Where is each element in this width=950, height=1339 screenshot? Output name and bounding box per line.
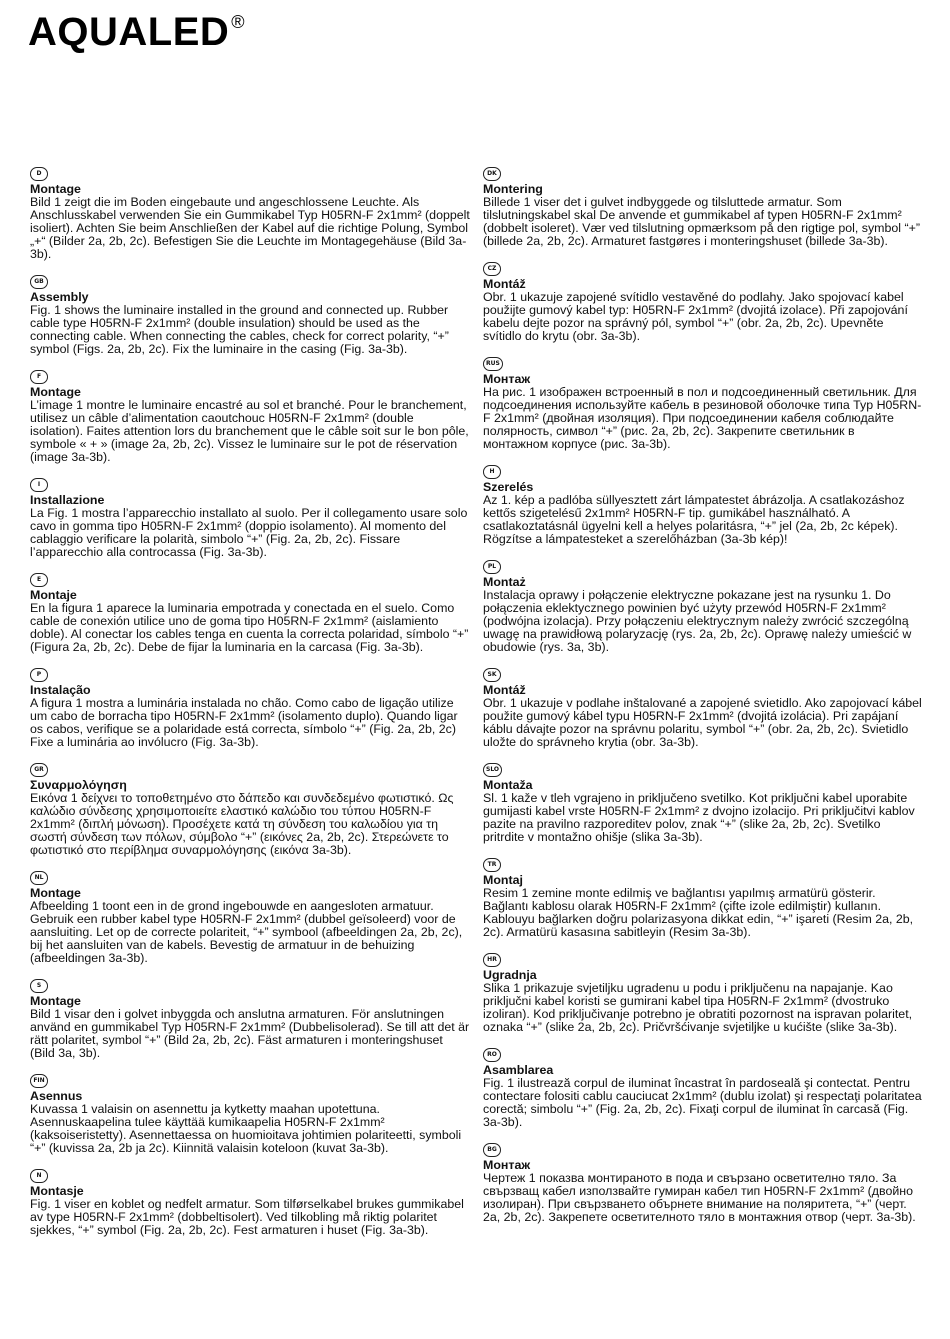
language-code-badge: SLO xyxy=(483,763,502,777)
section-heading: Asennus xyxy=(30,1089,83,1103)
language-code-badge: DK xyxy=(483,167,501,181)
section-body: Fig. 1 shows the luminaire installed in the ground and connected up. Rubber cable type H05RN-F 2x1mm² (double insulation) should be used as the connecting cable. When connecting the cables, check for correct polarity, “+” symbol (Figs. 2a, 2b, 2c). Fix the luminaire in the casing (Fig. 3a-3b). xyxy=(30,303,449,356)
section-body: Billede 1 viser det i gulvet indbyggede og tilsluttede armatur. Som tilslutningskabel skal De anvende et gummikabel af typen H05RN-F 2x1mm² (dobbelt isoleret). Vær ved tilslutning opmærksom på den rigtige pol, symbol “+” (billede 2a, 2b, 2c). Armaturet fastgøres i monteringshuset (billede 3a-3b). xyxy=(483,195,920,248)
section-body: L’image 1 montre le luminaire encastré au sol et branché. Pour le branchement, utilisez un câble d’alimentation caoutchouc H05RN-F 2x1mm² (double isolation). Faites attention lors du branchement que le câble soit sur le bon pôle, symbole « + » (image 2a, 2b, 2c). Vissez le luminaire sur le pot de réservation (image 3a-3b). xyxy=(30,398,469,464)
language-code-badge: FIN xyxy=(30,1074,48,1088)
section-heading: Assembly xyxy=(30,290,89,304)
section-body: La Fig. 1 mostra l’apparecchio installato al suolo. Per il collegamento usare solo cavo in gomma tipo H05RN-F 2x1mm² (doppio isolamento). Al momento del cablaggio verificare la polarità, simbolo “+” (Fig. 2a, 2b, 2c). Fissare l’apparecchio alla controcassa (Fig. 3a-3b). xyxy=(30,506,468,559)
language-section-ro xyxy=(483,1043,923,1129)
brand-logo xyxy=(28,10,245,55)
language-code-badge: HR xyxy=(483,953,501,967)
section-body: Obr. 1 ukazuje zapojené svítidlo vestavěné do podlahy. Jako spojovací kabel použijte gumový kabel typ: H05RN-F 2x1mm² (dvojitá izolace). Při zapojování kabelu dejte pozor na správný pól, symbol “+” (obr. 2a, 2b, 2c). Upevněte svítidlo do krytu (obr. 3a-3b). xyxy=(483,290,908,343)
language-code-badge: I xyxy=(30,478,48,492)
section-body: Slika 1 prikazuje svjetiljku ugradenu u podu i priključenu na napajanje. Kao priključni kabel koristi se gumirani kabel tipa H05RN-F 2x1mm² (dvostruko izoliran). Kod priključivanje potrebno je obratiti pozornost na ispravan polaritet, oznaka “+” (slike 2a, 2b, 2c). Pričvršćivanje svjetiljke u kućište (slike 3a-3b). xyxy=(483,981,913,1034)
language-code-badge: D xyxy=(30,167,48,181)
section-heading: Montering xyxy=(483,182,543,196)
section-body: Чертеж 1 показва монтираното в пода и свързано осветително тяло. За свързващ кабел използвайте гумиран кабел тип H05RN-F 2x1mm² (двойно изолиран). При свързването обърнете внимание на поляритета, “+” (черт. 2a, 2b, 2c). Закрепете осветителното тяло в монтажния отвор (черт. 3a-3b). xyxy=(483,1171,916,1224)
language-section-gr xyxy=(30,758,470,857)
section-heading: Montaż xyxy=(483,575,526,589)
section-heading: Installazione xyxy=(30,493,105,507)
language-section-h xyxy=(483,460,923,546)
language-code-badge: PL xyxy=(483,560,501,574)
section-heading: Instalação xyxy=(30,683,91,697)
language-code-badge: BG xyxy=(483,1143,501,1157)
language-code-badge: F xyxy=(30,370,48,384)
language-code-badge: E xyxy=(30,573,48,587)
language-section-p xyxy=(30,663,470,749)
section-heading: Montage xyxy=(30,182,81,196)
section-body: Bild 1 zeigt die im Boden eingebaute und angeschlossene Leuchte. Als Anschlusskabel verwenden Sie ein Gummikabel Typ H05RN-F 2x1mm² (doppelt isoliert). Achten Sie beim Anschließen der Kabel auf die richtige Polung, Symbol „+“ (Bilder 2a, 2b, 2c). Befestigen Sie die Leuchte im Montagegehäuse (Bild 3a-3b). xyxy=(30,195,470,261)
section-heading: Montaža xyxy=(483,778,533,792)
language-code-badge: SK xyxy=(483,668,501,682)
section-heading: Montáž xyxy=(483,277,526,291)
section-body: En la figura 1 aparece la luminaria empotrada y conectada en el suelo. Como cable de conexión utilice uno de goma tipo H05RN-F 2x1mm² (aislamiento doble). Al conectar los cables tenga en cuenta la correcta polaridad, símbolo “+” (Figura 2a, 2b, 2c). Debe de fijar la luminaria en la carcasa (Fig. 3a-3b). xyxy=(30,601,469,654)
language-section-sk xyxy=(483,663,923,749)
section-heading: Συναρμολόγηση xyxy=(30,778,127,792)
language-code-badge: GB xyxy=(30,275,48,289)
section-body: Bild 1 visar den i golvet inbyggda och anslutna armaturen. För anslutningen använd en gummikabel Typ H05RN-F 2x1mm² (Dubbelisolerad). Se till att det är rätt polaritet, symbol “+” (Bild 2a, 2b, 2c). Fäst armaturen i monteringshuset (Bild 3a, 3b). xyxy=(30,1007,470,1060)
language-code-badge: CZ xyxy=(483,262,501,276)
language-section-pl xyxy=(483,555,923,654)
section-body: Εικόνα 1 δείχνει το τοποθετημένο στο δάπεδο και συνδεδεμένο φωτιστικό. Ως καλώδιο σύνδεσης χρησιμοποιείτε ελαστικό καλώδιο του τύπου H05RN-F 2x1mm² (διπλή μόνωση). Προσέχετε κατά τη σύνδεση του καλωδίου για τη σωστή σύνδεση των πόλων, σύμβολο “+” (εικόνες 2a, 2b, 2c). Στερεώνετε το φωτιστικό στο περίβλημα συναρμολόγησης (εικόνα 3a-3b). xyxy=(30,791,454,857)
section-heading: Szerelés xyxy=(483,480,534,494)
section-body: Afbeelding 1 toont een in de grond ingebouwde en aangesloten armatuur. Gebruik een rubber kabel type H05RN-F 2x1mm² (dubbel geïsoleerd) voor de aansluiting. Let op de correcte polariteit, “+” symbool (afbeeldingen 2a, 2b, 2c), bij het aansluiten van de kabels. Bevestig de armatuur in de behuizing (afbeeldingen 3a-3b). xyxy=(30,899,463,965)
language-code-badge: NL xyxy=(30,871,48,885)
language-section-slo xyxy=(483,758,923,844)
language-code-badge: N xyxy=(30,1169,48,1183)
language-section-s xyxy=(30,974,470,1060)
section-body: Fig. 1 ilustrează corpul de iluminat încastrat în pardoseală şi contectat. Pentru contectare folositi cablu cauciucat 2x1mm² (dublu izolat) şi respectaţi polaritatea corectă; simbolu “+” (Fig. 2a, 2b, 2c). Fixaţi corpul de iluminat în carcasă (Fig. 3a-3b). xyxy=(483,1076,922,1129)
language-section-nl xyxy=(30,866,470,965)
language-section-f xyxy=(30,365,470,464)
section-heading: Монтаж xyxy=(483,372,531,386)
section-heading: Montaje xyxy=(30,588,77,602)
section-body: Kuvassa 1 valaisin on asennettu ja kytketty maahan upotettuna. Asennuskaapelina tulee käyttää kumikaapelia H05RN-F 2x1mm² (kaksoiseristetty). Asennettaessa on huomioitava johtimien polariteetti, symboli “+” (kuvissa 2a, 2b ja 2c). Kiinnitä valaisin koteloon (kuvat 3a-3b). xyxy=(30,1102,462,1155)
section-body: Resim 1 zemine monte edilmiş ve bağlantısı yapılmış armatürü gösterir. Bağlantı kablosu olarak H05RN-F 2x1mm² (çifte izole edilmiştir) kullanın. Kablouyu bağlarken doğru polarizasyona dikkat edin, “+” işareti (Resim 2a, 2b, 2c). Armatürü kasasına sabitleyin (Resim 3a-3b). xyxy=(483,886,914,939)
language-section-i xyxy=(30,473,470,559)
language-section-fin xyxy=(30,1069,470,1155)
section-heading: Montaj xyxy=(483,873,523,887)
right-column xyxy=(483,162,923,1233)
section-heading: Montage xyxy=(30,886,81,900)
section-body: Instalacja oprawy i połączenie elektryczne pokazane jest na rysunku 1. Do połączenia eklektycznego powinien być użyty przewód H05RN-F 2x1mm² (podwójna izolacja). Przy połączeniu elektrycznym należy zwrócić szczególną uwagę na prawidłową polaryzację (rys. 2a, 2b, 2c). Oprawę należy umieścić w obudowie (rys. 3a, 3b). xyxy=(483,588,912,654)
language-section-rus xyxy=(483,352,923,451)
language-code-badge: P xyxy=(30,668,48,682)
language-section-n xyxy=(30,1164,470,1237)
section-heading: Montasje xyxy=(30,1184,84,1198)
left-column xyxy=(30,162,470,1246)
language-code-badge: TR xyxy=(483,858,501,872)
section-heading: Montage xyxy=(30,385,81,399)
language-section-hr xyxy=(483,948,923,1034)
section-heading: Montáž xyxy=(483,683,526,697)
section-heading: Монтаж xyxy=(483,1158,531,1172)
section-body: Sl. 1 kaže v tleh vgrajeno in priključeno svetilko. Kot priključni kabel uporabite gumijasti kabel vrste H05RN-F 2x1mm² z dvojno izolacijo. Pri priključitvi kablov pazite na pravilno razporeditev polov, znak “+” (slike 2a, 2b, 2c). Svetilko pritrdite v montažno ohišje (slika 3a-3b). xyxy=(483,791,915,844)
language-section-cz xyxy=(483,257,923,343)
language-section-e xyxy=(30,568,470,654)
language-code-badge: RO xyxy=(483,1048,501,1062)
section-heading: Montage xyxy=(30,994,81,1008)
brand-name: AQUALED xyxy=(28,10,230,54)
language-section-dk xyxy=(483,162,923,248)
language-section-tr xyxy=(483,853,923,939)
language-code-badge: S xyxy=(30,979,48,993)
section-heading: Ugradnja xyxy=(483,968,537,982)
language-section-bg xyxy=(483,1138,923,1224)
section-body: На рис. 1 изображен встроенный в пол и подсоединенный светильник. Для подсоединения используйте кабель в резиновой оболочке типа Typ H05RN-F 2x1mm² (двойная изоляция). При подсоединении кабеля соблюдайте полярность, символ “+” (рис. 2a, 2b, 2c). Закрепите светильник в монтажном корпусе (рис. 3a-3b). xyxy=(483,385,922,451)
language-code-badge: GR xyxy=(30,763,48,777)
language-section-gb xyxy=(30,270,470,356)
section-body: A figura 1 mostra a luminária instalada no chão. Como cabo de ligação utilize um cabo de borracha tipo H05RN-F 2x1mm² (isolamento duplo). Quando ligar os cabos, verifique se a polaridade está correcta, símbolo “+” (Fig. 2a, 2b, 2c) Fixe a luminária ao invólucro (Fig. 3a-3b). xyxy=(30,696,458,749)
language-code-badge: RUS xyxy=(483,357,503,371)
language-code-badge: H xyxy=(483,465,501,479)
section-body: Obr. 1 ukazuje v podlahe inštalované a zapojené svietidlo. Ako zapojovací kábel použite gumový kábel typu H05RN-F 2x1mm² (dvojitá izolácia). Pri zapájaní káblu dávajte pozor na správnu polaritu, symbol “+” (obr. 2a, 2b, 2c). Svietidlo uložte do správneho krytia (obr. 3a-3b). xyxy=(483,696,922,749)
language-section-d xyxy=(30,162,470,261)
section-body: Fig. 1 viser en koblet og nedfelt armatur. Som tilførselkabel brukes gummikabel av type H05RN-F 2x1mm² (dobbeltisolert). Ved tilkobling må riktig polaritet sjekkes, “+” symbol (Fig. 2a, 2b, 2c). Fest armaturen i huset (Fig. 3a-3b). xyxy=(30,1197,464,1237)
section-body: Az 1. kép a padlóba süllyesztett zárt lámpatestet ábrázolja. A csatlakozáshoz kettős szigetelésű 2x1mm² H05RN-F tip. gumikábel használható. A csatlakoztatásnál ügyelni kell a helyes polaritásra, “+” jel (2a, 2b, 2c képek). Rögzítse a lámpatesteket a szerelőházban (3a-3b kép)! xyxy=(483,493,905,546)
section-heading: Asamblarea xyxy=(483,1063,554,1077)
registered-mark: ® xyxy=(231,12,246,32)
